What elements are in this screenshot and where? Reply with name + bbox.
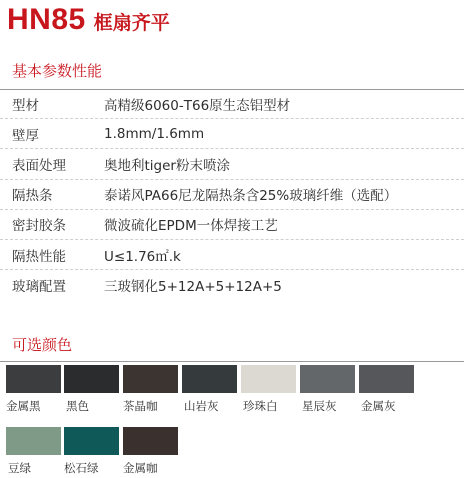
param-value: 奥地利tiger粉末喷涂: [104, 157, 230, 174]
color-label: 金属咖: [123, 461, 158, 475]
colors-section-title: 可选颜色: [12, 336, 73, 354]
param-row: [0, 149, 464, 179]
param-row: [0, 89, 464, 119]
color-label: 松石绿: [64, 461, 99, 475]
param-row: [0, 210, 464, 240]
param-value: 1.8mm/1.6mm: [104, 125, 205, 142]
color-swatch: [6, 365, 61, 393]
colors-divider: [0, 361, 464, 362]
param-label: 表面处理: [12, 157, 66, 174]
param-value: 泰诺风PA66尼龙隔热条含25%玻璃纤维（选配）: [104, 188, 398, 205]
param-row: [0, 270, 464, 299]
color-swatch: [6, 427, 61, 455]
param-value: U≤1.76㎡.k: [104, 248, 181, 265]
params-table: [0, 89, 464, 299]
color-swatch: [182, 365, 237, 393]
color-label: 豆绿: [8, 461, 31, 475]
param-label: 隔热性能: [12, 248, 66, 265]
color-label: 金属灰: [361, 399, 396, 413]
color-label: 黑色: [66, 399, 89, 413]
param-row: [0, 119, 464, 149]
param-label: 隔热条: [12, 188, 53, 205]
product-model: HN85: [7, 3, 86, 36]
color-label: 茶晶咖: [123, 399, 158, 413]
param-label: 密封胶条: [12, 218, 66, 235]
param-label: 玻璃配置: [12, 278, 66, 295]
color-label: 山岩灰: [184, 399, 219, 413]
param-value: 微波硫化EPDM一体焊接工艺: [104, 218, 278, 235]
param-row: [0, 240, 464, 270]
param-label: 型材: [12, 97, 39, 114]
color-swatch: [359, 365, 414, 393]
color-swatch: [123, 365, 178, 393]
param-row: [0, 180, 464, 210]
title-row: [7, 3, 170, 43]
product-subtitle: 框扇齐平: [93, 12, 170, 34]
param-label: 壁厚: [12, 127, 39, 144]
param-value: 三玻钢化5+12A+5+12A+5: [104, 278, 282, 295]
color-swatch: [64, 427, 119, 455]
params-section-title: 基本参数性能: [12, 62, 103, 80]
color-swatch: [300, 365, 355, 393]
color-swatch: [64, 365, 119, 393]
color-swatch: [241, 365, 296, 393]
color-swatch: [123, 427, 178, 455]
color-label: 星辰灰: [302, 399, 337, 413]
color-label: 珍珠白: [243, 399, 278, 413]
param-value: 高精级6060-T66原生态铝型材: [104, 97, 291, 114]
color-label: 金属黑: [6, 399, 41, 413]
